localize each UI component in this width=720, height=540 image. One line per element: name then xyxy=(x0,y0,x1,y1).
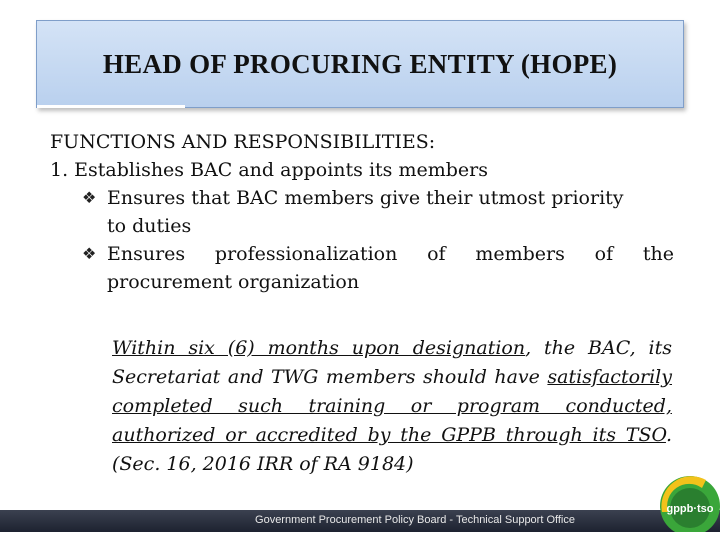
note-line: completed such training or program conducted, xyxy=(112,395,672,417)
note-text: , the BAC, its xyxy=(525,337,672,359)
bullet-text: Ensures professionalization of members of the xyxy=(107,243,674,265)
bullet-text: Ensures that BAC members give their utmost priority xyxy=(107,187,624,209)
content-block xyxy=(50,128,674,296)
list-item: 1. Establishes BAC and appoints its members xyxy=(50,159,488,181)
underlined-text: Within six (6) months upon designation xyxy=(112,337,526,359)
citation: (Sec. 16, 2016 IRR of RA 9184) xyxy=(112,453,414,475)
bullet-text: procurement organization xyxy=(107,271,360,293)
footer-text: Government Procurement Policy Board - Technical Support Office xyxy=(255,514,575,526)
note-line xyxy=(112,421,672,450)
bullet-item xyxy=(50,240,674,296)
svg-text:gppb·tso: gppb·tso xyxy=(666,503,714,515)
note-text: Secretariat and TWG members should have xyxy=(112,366,548,388)
bullet-item xyxy=(50,184,674,240)
section-heading: FUNCTIONS AND RESPONSIBILITIES: xyxy=(50,131,436,153)
diamond-bullet-icon: ❖ xyxy=(82,244,97,263)
footer-bar xyxy=(0,510,720,532)
note-line xyxy=(112,363,672,392)
note-paragraph xyxy=(112,334,672,479)
underlined-text: authorized or accredited by the GPPB through its TSO xyxy=(112,424,666,446)
title-divider xyxy=(37,105,185,108)
underlined-text: satisfactorily xyxy=(547,366,672,388)
diamond-bullet-icon: ❖ xyxy=(82,188,97,207)
title-banner xyxy=(36,20,684,108)
gppb-tso-logo xyxy=(646,468,720,532)
bullet-text: to duties xyxy=(107,215,192,237)
note-text: . xyxy=(665,424,672,446)
slide-title: HEAD OF PROCURING ENTITY (HOPE) xyxy=(102,49,618,79)
note-line xyxy=(112,334,672,363)
